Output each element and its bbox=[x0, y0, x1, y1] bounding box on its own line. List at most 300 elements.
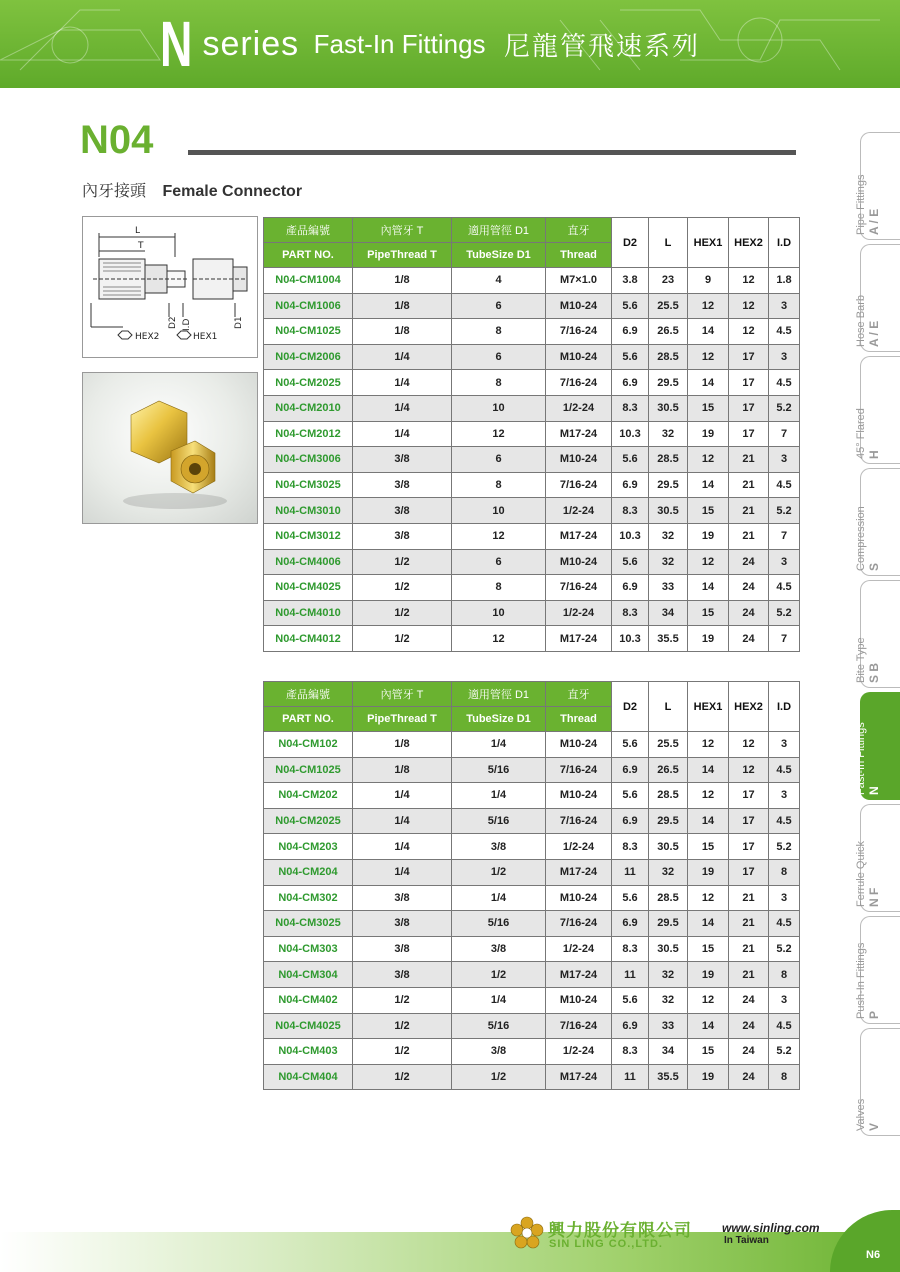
table-cell: 6 bbox=[452, 293, 546, 319]
table-header-row-cn bbox=[264, 682, 800, 707]
table-cell: 3/8 bbox=[452, 936, 546, 962]
table-cell: 1/4 bbox=[353, 395, 452, 421]
chapter-tab[interactable] bbox=[855, 804, 900, 912]
table-cell: 3/8 bbox=[353, 498, 452, 524]
chapter-tab-name: Bite Type bbox=[855, 637, 867, 683]
table-cell: 3/8 bbox=[353, 472, 452, 498]
table-cell: 1/2 bbox=[353, 600, 452, 626]
table-cell: 28.5 bbox=[649, 447, 688, 473]
website-link[interactable]: www.sinling.com bbox=[722, 1221, 820, 1235]
company-name-cn: 興力股份有限公司 bbox=[548, 1221, 692, 1240]
dimension-diagram bbox=[82, 216, 258, 358]
table-cell: 10.3 bbox=[612, 626, 649, 652]
label-T: T bbox=[138, 241, 144, 251]
table-cell: 14 bbox=[688, 1013, 729, 1039]
table-row bbox=[264, 1013, 800, 1039]
table-cell: 33 bbox=[649, 575, 688, 601]
table-cell: 32 bbox=[649, 421, 688, 447]
table-cell: 1/4 bbox=[452, 987, 546, 1013]
table-cell: 25.5 bbox=[649, 732, 688, 758]
table-cell: 1/8 bbox=[353, 293, 452, 319]
col-partno-cn: 產品編號 bbox=[264, 218, 353, 243]
table-cell: 12 bbox=[729, 757, 769, 783]
table-cell: 3 bbox=[769, 987, 800, 1013]
table-cell: 3/8 bbox=[353, 911, 452, 937]
col-hex2: HEX2 bbox=[729, 218, 769, 268]
table-cell: 4.5 bbox=[769, 472, 800, 498]
col-l: L bbox=[649, 682, 688, 732]
table-cell: M10-24 bbox=[546, 987, 612, 1013]
table-cell: 1/2-24 bbox=[546, 600, 612, 626]
table-cell: 10 bbox=[452, 395, 546, 421]
brass-fitting-image bbox=[83, 373, 257, 523]
table-cell: 5.2 bbox=[769, 600, 800, 626]
part-number-cell: N04-CM203 bbox=[264, 834, 353, 860]
table-cell: 6.9 bbox=[612, 575, 649, 601]
table-cell: 8 bbox=[769, 962, 800, 988]
chapter-tab-name: Hose Barb bbox=[855, 295, 867, 347]
table-cell: 34 bbox=[649, 1039, 688, 1065]
part-number-cell: N04-CM4006 bbox=[264, 549, 353, 575]
table-cell: 6.9 bbox=[612, 808, 649, 834]
table-cell: 19 bbox=[688, 962, 729, 988]
table-header-row-cn bbox=[264, 218, 800, 243]
table-cell: 1.8 bbox=[769, 268, 800, 294]
part-number-cell: N04-CM4010 bbox=[264, 600, 353, 626]
table-cell: 19 bbox=[688, 859, 729, 885]
table-cell: 1/2 bbox=[452, 859, 546, 885]
table-cell: 12 bbox=[729, 293, 769, 319]
table-cell: 8 bbox=[452, 370, 546, 396]
table-cell: 5.6 bbox=[612, 885, 649, 911]
table-cell: 6.9 bbox=[612, 1013, 649, 1039]
table-cell: 21 bbox=[729, 936, 769, 962]
table-cell: 1/2-24 bbox=[546, 834, 612, 860]
table-cell: 3 bbox=[769, 344, 800, 370]
table-cell: 1/4 bbox=[353, 859, 452, 885]
table-row bbox=[264, 523, 800, 549]
chapter-tab-name: Compression bbox=[855, 506, 867, 571]
table-cell: 33 bbox=[649, 1013, 688, 1039]
chapter-tab-code: H bbox=[867, 450, 881, 459]
table-cell: 3/8 bbox=[353, 936, 452, 962]
col-partno-cn: 產品編號 bbox=[264, 682, 353, 707]
table-cell: 14 bbox=[688, 575, 729, 601]
part-number-cell: N04-CM402 bbox=[264, 987, 353, 1013]
table-cell: 21 bbox=[729, 911, 769, 937]
table-cell: 3.8 bbox=[612, 268, 649, 294]
table-cell: 17 bbox=[729, 370, 769, 396]
table-cell: 12 bbox=[729, 319, 769, 345]
chapter-tab-label bbox=[855, 695, 881, 795]
table-cell: 6.9 bbox=[612, 911, 649, 937]
table-cell: 7/16-24 bbox=[546, 472, 612, 498]
table-cell: 26.5 bbox=[649, 757, 688, 783]
table-cell: 3/8 bbox=[452, 834, 546, 860]
chapter-tab-name: Fast-In Fittings bbox=[855, 722, 867, 795]
part-number-cell: N04-CM303 bbox=[264, 936, 353, 962]
table-cell: 12 bbox=[729, 268, 769, 294]
table-cell: 4.5 bbox=[769, 1013, 800, 1039]
series-letter: N bbox=[160, 8, 193, 80]
spec-table-metric bbox=[263, 217, 800, 652]
spec-table-metric-body bbox=[264, 268, 800, 652]
header-title bbox=[160, 8, 701, 80]
part-number-cell: N04-CM1006 bbox=[264, 293, 353, 319]
table-cell: 7 bbox=[769, 523, 800, 549]
table-cell: 1/4 bbox=[452, 783, 546, 809]
col-l: L bbox=[649, 218, 688, 268]
table-cell: 3 bbox=[769, 783, 800, 809]
col-tubesize-cn: 適用管徑 D1 bbox=[452, 218, 546, 243]
table-cell: 14 bbox=[688, 472, 729, 498]
table-cell: 5/16 bbox=[452, 1013, 546, 1039]
table-cell: 19 bbox=[688, 523, 729, 549]
table-cell: 24 bbox=[729, 1039, 769, 1065]
table-cell: 12 bbox=[688, 293, 729, 319]
chapter-tab-label bbox=[855, 247, 881, 347]
part-number-cell: N04-CM3012 bbox=[264, 523, 353, 549]
part-number-cell: N04-CM2025 bbox=[264, 370, 353, 396]
table-cell: 1/2 bbox=[353, 575, 452, 601]
table-cell: M10-24 bbox=[546, 549, 612, 575]
table-cell: 15 bbox=[688, 834, 729, 860]
part-number-cell: N04-CM2010 bbox=[264, 395, 353, 421]
table-cell: 5.2 bbox=[769, 936, 800, 962]
fitting-drawing bbox=[83, 217, 257, 357]
table-row bbox=[264, 936, 800, 962]
table-cell: 5/16 bbox=[452, 911, 546, 937]
chapter-tab-code: V bbox=[867, 1122, 881, 1131]
table-cell: 8 bbox=[452, 472, 546, 498]
table-cell: 12 bbox=[688, 987, 729, 1013]
table-cell: 12 bbox=[688, 549, 729, 575]
table-cell: 15 bbox=[688, 936, 729, 962]
col-hex1: HEX1 bbox=[688, 682, 729, 732]
table-cell: M17-24 bbox=[546, 523, 612, 549]
table-cell: 17 bbox=[729, 859, 769, 885]
table-cell: M10-24 bbox=[546, 885, 612, 911]
table-cell: 6.9 bbox=[612, 757, 649, 783]
col-thread-cn: 直牙 bbox=[546, 682, 612, 707]
series-word: series bbox=[202, 24, 300, 63]
table-cell: 32 bbox=[649, 987, 688, 1013]
table-cell: 21 bbox=[729, 498, 769, 524]
table-cell: 14 bbox=[688, 911, 729, 937]
table-cell: 15 bbox=[688, 395, 729, 421]
table-cell: 30.5 bbox=[649, 936, 688, 962]
table-cell: 24 bbox=[729, 575, 769, 601]
table-cell: 17 bbox=[729, 421, 769, 447]
table-cell: 32 bbox=[649, 549, 688, 575]
part-number-cell: N04-CM102 bbox=[264, 732, 353, 758]
table-cell: 4.5 bbox=[769, 911, 800, 937]
table-cell: 6.9 bbox=[612, 370, 649, 396]
table-cell: 24 bbox=[729, 600, 769, 626]
table-cell: 21 bbox=[729, 885, 769, 911]
table-row bbox=[264, 962, 800, 988]
table-cell: 1/2 bbox=[452, 1064, 546, 1090]
part-number-cell: N04-CM1004 bbox=[264, 268, 353, 294]
table-cell: 29.5 bbox=[649, 808, 688, 834]
table-cell: 8.3 bbox=[612, 834, 649, 860]
table-row bbox=[264, 498, 800, 524]
table-cell: 19 bbox=[688, 1064, 729, 1090]
chapter-tab[interactable] bbox=[855, 468, 900, 576]
table-cell: 12 bbox=[688, 447, 729, 473]
table-cell: 1/8 bbox=[353, 732, 452, 758]
table-cell: 29.5 bbox=[649, 370, 688, 396]
table-cell: 17 bbox=[729, 783, 769, 809]
table-cell: 5.6 bbox=[612, 549, 649, 575]
table-cell: 8.3 bbox=[612, 936, 649, 962]
table-cell: 5.6 bbox=[612, 344, 649, 370]
table-cell: 8.3 bbox=[612, 600, 649, 626]
table-cell: 28.5 bbox=[649, 783, 688, 809]
table-cell: 28.5 bbox=[649, 885, 688, 911]
table-cell: 1/8 bbox=[353, 319, 452, 345]
table-row bbox=[264, 447, 800, 473]
part-number-cell: N04-CM4025 bbox=[264, 1013, 353, 1039]
chapter-tab-label bbox=[855, 135, 881, 235]
chapter-tab[interactable] bbox=[855, 692, 900, 800]
table-row bbox=[264, 472, 800, 498]
table-cell: 7/16-24 bbox=[546, 575, 612, 601]
col-id: I.D bbox=[769, 682, 800, 732]
table-cell: 3 bbox=[769, 732, 800, 758]
part-number-cell: N04-CM404 bbox=[264, 1064, 353, 1090]
table-cell: 32 bbox=[649, 523, 688, 549]
header-band bbox=[0, 0, 900, 88]
table-cell: 7/16-24 bbox=[546, 757, 612, 783]
table-cell: 6 bbox=[452, 344, 546, 370]
table-cell: 7/16-24 bbox=[546, 1013, 612, 1039]
col-partno: PART NO. bbox=[264, 707, 353, 732]
chapter-tab-label bbox=[855, 583, 881, 683]
table-cell: 8.3 bbox=[612, 498, 649, 524]
table-cell: 17 bbox=[729, 395, 769, 421]
chapter-tab[interactable] bbox=[855, 580, 900, 688]
table-cell: 21 bbox=[729, 447, 769, 473]
table-row bbox=[264, 757, 800, 783]
table-cell: 1/4 bbox=[353, 421, 452, 447]
table-cell: 19 bbox=[688, 626, 729, 652]
table-cell: 1/4 bbox=[353, 808, 452, 834]
table-cell: 1/2 bbox=[353, 549, 452, 575]
table-cell: 28.5 bbox=[649, 344, 688, 370]
label-D1: D1 bbox=[234, 316, 244, 329]
spec-table-inch-body bbox=[264, 732, 800, 1090]
table-cell: 32 bbox=[649, 859, 688, 885]
table-cell: 17 bbox=[729, 834, 769, 860]
table-cell: 1/4 bbox=[353, 344, 452, 370]
table-cell: M17-24 bbox=[546, 626, 612, 652]
label-D2: D2 bbox=[168, 316, 178, 329]
table-cell: 5.6 bbox=[612, 783, 649, 809]
table-cell: 19 bbox=[688, 421, 729, 447]
col-thread: Thread bbox=[546, 707, 612, 732]
table-cell: 1/2 bbox=[452, 962, 546, 988]
table-cell: 5.6 bbox=[612, 293, 649, 319]
chapter-tab-name: Push-In Fittings bbox=[855, 942, 867, 1019]
table-cell: 5.6 bbox=[612, 987, 649, 1013]
table-cell: 1/2-24 bbox=[546, 395, 612, 421]
col-thread-cn: 直牙 bbox=[546, 218, 612, 243]
part-number-cell: N04-CM1025 bbox=[264, 757, 353, 783]
table-row bbox=[264, 626, 800, 652]
table-row bbox=[264, 344, 800, 370]
table-cell: 30.5 bbox=[649, 498, 688, 524]
table-cell: 7 bbox=[769, 421, 800, 447]
col-tubesize-cn: 適用管徑 D1 bbox=[452, 682, 546, 707]
part-number-cell: N04-CM3010 bbox=[264, 498, 353, 524]
chapter-tab-code: A / E bbox=[867, 208, 881, 235]
part-number-cell: N04-CM204 bbox=[264, 859, 353, 885]
table-cell: 5.2 bbox=[769, 395, 800, 421]
chapter-tab[interactable] bbox=[855, 132, 900, 240]
table-cell: 4.5 bbox=[769, 808, 800, 834]
table-row bbox=[264, 808, 800, 834]
table-cell: 5.6 bbox=[612, 732, 649, 758]
table-cell: 6.9 bbox=[612, 319, 649, 345]
table-cell: 1/2 bbox=[353, 1013, 452, 1039]
table-cell: 34 bbox=[649, 600, 688, 626]
table-cell: 8.3 bbox=[612, 395, 649, 421]
product-photo bbox=[82, 372, 258, 524]
table-cell: 14 bbox=[688, 370, 729, 396]
table-cell: 14 bbox=[688, 808, 729, 834]
chapter-tab-name: Ferrule Quick bbox=[855, 840, 867, 907]
chapter-tab-name: 45° Flared bbox=[855, 408, 867, 459]
chapter-tab[interactable] bbox=[855, 244, 900, 352]
table-row bbox=[264, 834, 800, 860]
chapter-tab[interactable] bbox=[855, 1028, 900, 1136]
table-cell: 5/16 bbox=[452, 808, 546, 834]
table-cell: 24 bbox=[729, 1064, 769, 1090]
table-cell: 12 bbox=[688, 783, 729, 809]
table-cell: 1/2 bbox=[353, 1064, 452, 1090]
table-cell: 29.5 bbox=[649, 911, 688, 937]
table-cell: M17-24 bbox=[546, 421, 612, 447]
table-cell: 1/8 bbox=[353, 268, 452, 294]
table-cell: 1/4 bbox=[353, 370, 452, 396]
table-row bbox=[264, 885, 800, 911]
table-cell: 7 bbox=[769, 626, 800, 652]
table-cell: 32 bbox=[649, 962, 688, 988]
table-cell: M17-24 bbox=[546, 1064, 612, 1090]
table-cell: 3 bbox=[769, 293, 800, 319]
col-partno: PART NO. bbox=[264, 243, 353, 268]
table-cell: M10-24 bbox=[546, 344, 612, 370]
table-cell: 12 bbox=[688, 885, 729, 911]
table-cell: 35.5 bbox=[649, 1064, 688, 1090]
product-name-en: Female Connector bbox=[162, 183, 303, 200]
table-cell: 1/4 bbox=[452, 885, 546, 911]
label-HEX2: HEX2 bbox=[135, 332, 160, 342]
table-cell: 3/8 bbox=[353, 523, 452, 549]
col-thread: Thread bbox=[546, 243, 612, 268]
table-cell: 1/4 bbox=[353, 834, 452, 860]
table-cell: 1/8 bbox=[353, 757, 452, 783]
table-cell: 10 bbox=[452, 600, 546, 626]
table-cell: 8 bbox=[769, 859, 800, 885]
chapter-tab-label bbox=[855, 471, 881, 571]
part-number-cell: N04-CM4025 bbox=[264, 575, 353, 601]
model-title: N04 bbox=[80, 118, 154, 162]
chapter-tab[interactable] bbox=[855, 916, 900, 1024]
table-cell: 1/4 bbox=[353, 783, 452, 809]
table-cell: 8 bbox=[452, 319, 546, 345]
table-cell: 1/4 bbox=[452, 732, 546, 758]
table-cell: 1/2-24 bbox=[546, 1039, 612, 1065]
table-row bbox=[264, 987, 800, 1013]
table-cell: 8 bbox=[769, 1064, 800, 1090]
table-cell: 7/16-24 bbox=[546, 319, 612, 345]
col-pipethread: PipeThread T bbox=[353, 243, 452, 268]
table-cell: M10-24 bbox=[546, 732, 612, 758]
chapter-tab-label bbox=[855, 1031, 881, 1131]
table-cell: 35.5 bbox=[649, 626, 688, 652]
table-cell: 21 bbox=[729, 962, 769, 988]
table-cell: 4.5 bbox=[769, 757, 800, 783]
table-cell: 4.5 bbox=[769, 319, 800, 345]
company-logo bbox=[510, 1216, 544, 1250]
table-cell: 6 bbox=[452, 447, 546, 473]
part-number-cell: N04-CM302 bbox=[264, 885, 353, 911]
table-cell: 5.2 bbox=[769, 498, 800, 524]
part-number-cell: N04-CM403 bbox=[264, 1039, 353, 1065]
chapter-tab[interactable] bbox=[855, 356, 900, 464]
table-cell: 5.2 bbox=[769, 834, 800, 860]
table-cell: 15 bbox=[688, 600, 729, 626]
col-hex1: HEX1 bbox=[688, 218, 729, 268]
chapter-tab-name: Valves bbox=[855, 1098, 867, 1131]
table-cell: 17 bbox=[729, 344, 769, 370]
series-subtitle-cn: 尼龍管飛速系列 bbox=[504, 30, 701, 61]
table-cell: 30.5 bbox=[649, 834, 688, 860]
col-d2: D2 bbox=[612, 218, 649, 268]
table-cell: 10 bbox=[452, 498, 546, 524]
table-cell: 4 bbox=[452, 268, 546, 294]
table-cell: 8 bbox=[452, 575, 546, 601]
part-number-cell: N04-CM2006 bbox=[264, 344, 353, 370]
table-row bbox=[264, 1039, 800, 1065]
product-name bbox=[82, 178, 302, 201]
table-cell: 1/2 bbox=[353, 1039, 452, 1065]
table-cell: 21 bbox=[729, 523, 769, 549]
table-row bbox=[264, 268, 800, 294]
chapter-tab-label bbox=[855, 359, 881, 459]
col-tubesize: TubeSize D1 bbox=[452, 707, 546, 732]
table-cell: 12 bbox=[452, 626, 546, 652]
table-row bbox=[264, 370, 800, 396]
col-hex2: HEX2 bbox=[729, 682, 769, 732]
table-cell: 4.5 bbox=[769, 370, 800, 396]
spec-table-inch bbox=[263, 681, 800, 1090]
chapter-tab-code: S bbox=[867, 562, 881, 571]
table-row bbox=[264, 549, 800, 575]
chapter-tab-name: Pipe Fittings bbox=[855, 174, 867, 235]
table-cell: 24 bbox=[729, 549, 769, 575]
chapter-tab-code: S B bbox=[867, 662, 881, 683]
company-name-en: SIN LING CO.,LTD. bbox=[549, 1238, 663, 1250]
chapter-tab-code: A / E bbox=[867, 320, 881, 347]
table-cell: 1/2 bbox=[353, 987, 452, 1013]
part-number-cell: N04-CM304 bbox=[264, 962, 353, 988]
table-row bbox=[264, 319, 800, 345]
table-cell: 15 bbox=[688, 498, 729, 524]
part-number-cell: N04-CM202 bbox=[264, 783, 353, 809]
